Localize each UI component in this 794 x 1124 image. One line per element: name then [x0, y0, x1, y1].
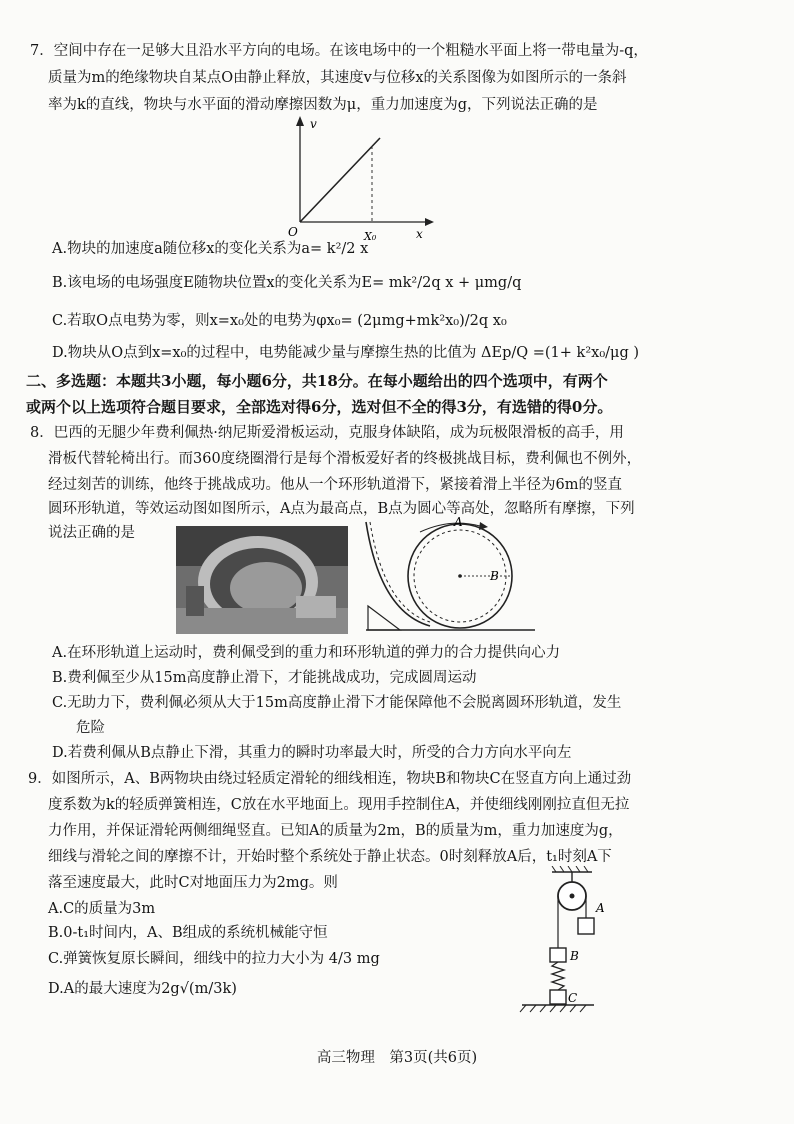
q9-block-b	[550, 948, 566, 962]
q7-option-c: C.若取O点电势为零，则x=x₀处的电势为φx₀= (2μmg+mk²x₀)/2q x₀	[52, 313, 507, 329]
q7-option-a: A.物块的加速度a随位移x的变化关系为a= k²/2 x	[52, 241, 369, 257]
q8-option-a: A.在环形轨道上运动时，费利佩受到的重力和环形轨道的弹力的合力提供向心力	[52, 645, 561, 661]
q9-block-b-label: B	[570, 949, 579, 963]
q8-stem-line4: 圆环形轨道，等效运动图如图所示，A点为最高点，B点为圆心等高处，忽略所有摩擦，下列	[48, 501, 635, 517]
section2-header-line2: 或两个以上选项符合题目要求，全部选对得6分，选对但不全的得3分，有选错的得0分。	[26, 398, 613, 416]
q7-x0-label: X₀	[364, 230, 377, 242]
q9-option-c: C.弹簧恢复原长瞬间，细线中的拉力大小为 4/3 mg	[48, 951, 380, 967]
q7-origin-label: O	[288, 225, 298, 239]
q8-point-b-label: B	[490, 569, 499, 583]
page-footer: 高三物理 第3页(共6页)	[316, 1050, 478, 1066]
q8-stem-line1: 8．巴西的无腿少年费利佩热·纳尼斯爱滑板运动，克服身体缺陷，成为玩极限滑板的高手，用	[30, 425, 624, 441]
q7-stem-line3: 率为k的直线，物块与水平面的滑动摩擦因数为μ，重力加速度为g，下列说法正确的是	[48, 97, 598, 113]
q9-pulley-spring-diagram	[512, 866, 612, 1026]
q7-stem-line1: 7．空间中存在一足够大且沿水平方向的电场。在该电场中的一个粗糙水平面上将一带电量为-q，	[30, 43, 648, 59]
q7-stem-line2: 质量为m的绝缘物块自某点O由静止释放，其速度v与位移x的关系图像为如图所示的一条斜	[48, 70, 627, 86]
q9-option-d: D.A的最大速度为2g√(m/3k)	[48, 981, 237, 997]
q8-option-d: D.若费利佩从B点静止下滑，其重力的瞬时功率最大时，所受的合力方向水平向左	[52, 745, 572, 761]
q9-stem-line1: 9．如图所示，A、B两物块由绕过轻质定滑轮的细线相连，物块B和物块C在竖直方向上通过劲	[28, 771, 632, 787]
q7-x-label: x	[416, 227, 423, 241]
q8-point-a-label: A	[454, 515, 463, 529]
q9-block-a-label: A	[596, 901, 605, 915]
q8-skater-wedge	[368, 606, 400, 630]
q8-stem-line2: 滑板代替轮椅出行。而360度绕圈滑行是每个滑板爱好者的终极挑战目标，费利佩也不例外，	[48, 451, 642, 467]
q7-option-b: B.该电场的电场强度E随物块位置x的变化关系为E= mk²/2q x + μmg/q	[52, 275, 522, 291]
q9-stem-line2: 度系数为k的轻质弹簧相连，C放在水平地面上。现用手控制住A，并使细线刚刚拉直但无拉	[48, 797, 630, 813]
q9-option-a: A.C的质量为3m	[48, 901, 156, 917]
q9-spring-icon	[552, 962, 564, 990]
q7-x-arrow-icon	[425, 218, 434, 226]
q8-stem-line3: 经过刻苦的训练，他终于挑战成功。他从一个环形轨道滑下，紧接着滑上半径为6m的竖直	[48, 477, 622, 493]
q8-option-b: B.费利佩至少从15m高度静止滑下，才能挑战成功，完成圆周运动	[52, 670, 477, 686]
q9-stem-line5: 落至速度最大，此时C对地面压力为2mg。则	[48, 875, 338, 891]
q9-block-c	[550, 990, 566, 1004]
q9-stem-line3: 力作用，并保证滑轮两侧细绳竖直。已知A的质量为2m，B的质量为m，重力加速度为g，	[48, 823, 623, 839]
q8-option-c-line2: 危险	[76, 720, 105, 736]
q7-velocity-displacement-graph	[280, 112, 440, 242]
q9-block-a	[578, 918, 594, 934]
q8-skateboard-loop-photo	[176, 526, 348, 634]
q8-option-c-line1: C.无助力下，费利佩必须从大于15m高度静止滑下才能保障他不会脱离圆环形轨道，发生	[52, 695, 622, 711]
q9-block-c-label: C	[568, 991, 578, 1005]
q7-graph-line	[300, 138, 380, 222]
q9-stem-line4: 细线与滑轮之间的摩擦不计，开始时整个系统处于静止状态。0时刻释放A后，t₁时刻A下	[48, 849, 612, 865]
q7-v-arrow-icon	[296, 116, 304, 126]
q8-stem-line5: 说法正确的是	[48, 525, 135, 541]
q8-center-dot	[458, 574, 462, 578]
q7-option-d: D.物块从O点到x=x₀的过程中，电势能减少量与摩擦生热的比值为 ΔEp/Q =(1+ k²x₀/μg )	[52, 345, 639, 361]
q8-loop-track-diagram	[360, 512, 540, 642]
q9-option-b: B.0-t₁时间内，A、B组成的系统机械能守恒	[48, 925, 328, 941]
section2-header-line1: 二、多选题：本题共3小题，每小题6分，共18分。在每小题给出的四个选项中，有两个	[26, 372, 608, 390]
q7-v-label: v	[310, 117, 317, 131]
